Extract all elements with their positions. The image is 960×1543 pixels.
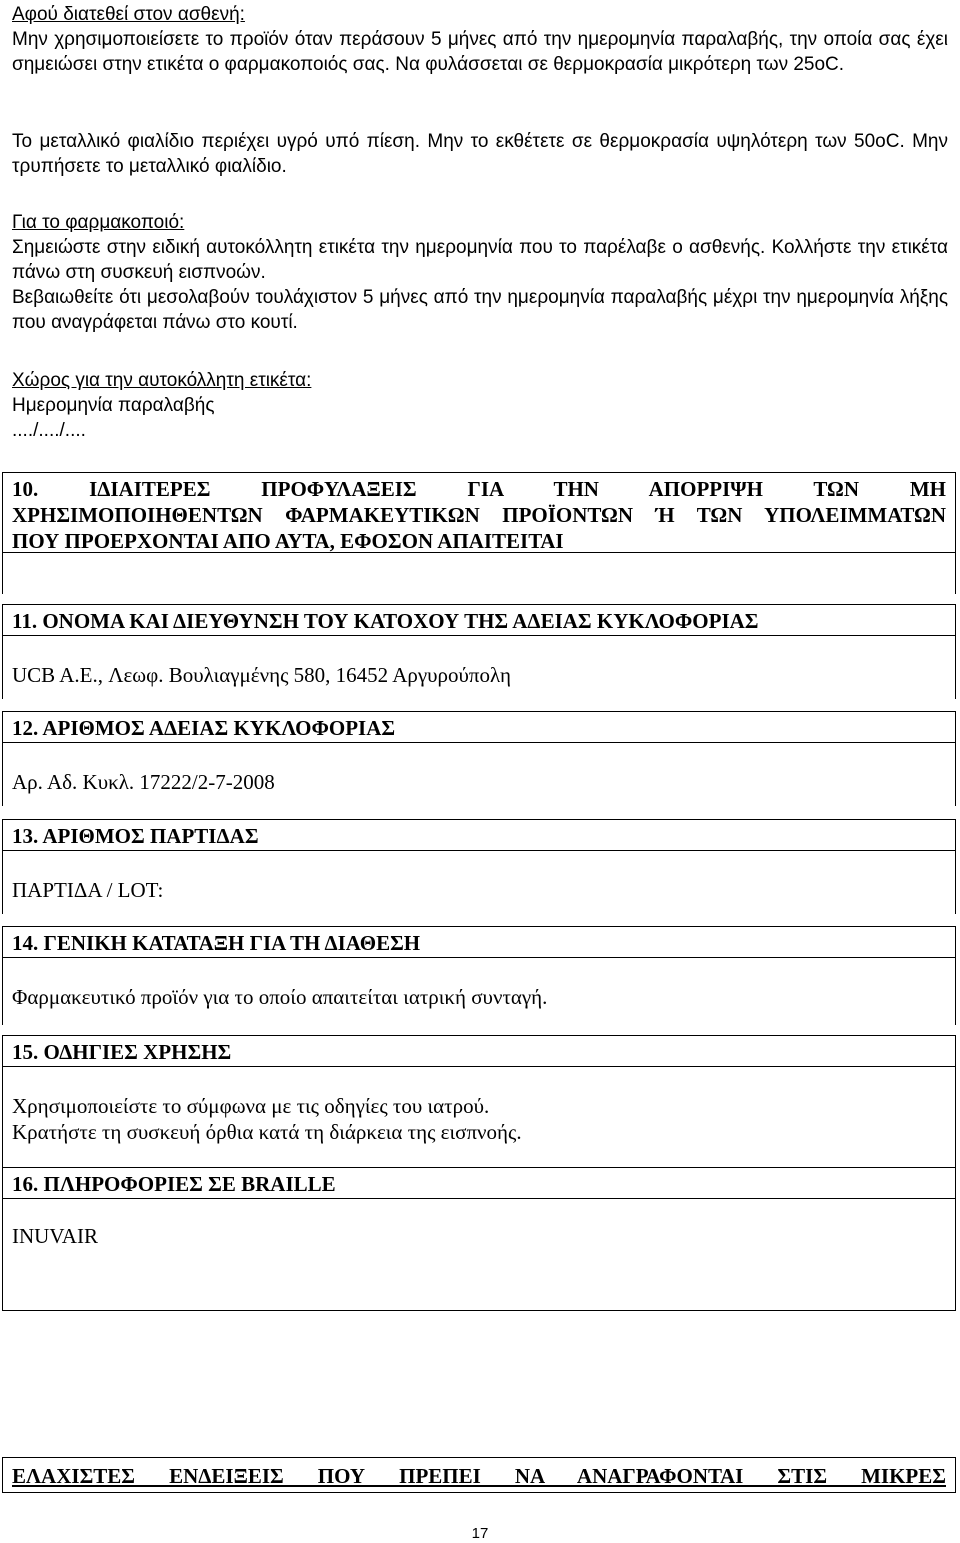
section-13-title: 13. ΑΡΙΘΜΟΣ ΠΑΡΤΙΔΑΣ [12,824,259,848]
section-14-content-area [2,957,956,1025]
section-11-box [2,604,956,636]
date-placeholder: ..../..../.... [12,420,86,441]
section-11-title: 11. ΟΝΟΜΑ ΚΑΙ ΔΙΕΥΘΥΝΣΗ ΤΟΥ ΚΑΤΟΧΟΥ ΤΗΣ ΑΔΕΙΑΣ ΚΥΚΛΟΦΟΡΙΑΣ [12,609,759,633]
label-space-heading: Χώρος για την αυτοκόλλητη ετικέτα: [12,370,312,391]
pharmacist-section [12,210,948,335]
section-12-title: 12. ΑΡΙΘΜΟΣ ΑΔΕΙΑΣ ΚΥΚΛΟΦΟΡΙΑΣ [12,716,396,740]
section-13-content-area [2,850,956,914]
prescription-classification: Φαρμακευτικό προϊόν για το οποίο απαιτείται ιατρική συνταγή. [12,985,548,1009]
expiry-check-paragraph: Βεβαιωθείτε ότι μεσολαβούν τουλάχιστον 5 μήνες από την ημερομηνία παραλαβής μέχρι την ημερομηνία λήξης που αναγράφεται πάνω στο κουτί. [12,287,948,333]
minimum-particulars-box [2,1457,956,1493]
section-13-box [2,819,956,851]
top-section [12,2,948,77]
pharmacist-heading: Για το φαρμακοποιό: [12,212,185,233]
marketing-authorisation-number: Αρ. Αδ. Κυκλ. 17222/2-7-2008 [12,770,275,794]
braille-text: INUVAIR [12,1224,98,1248]
section-15-box [2,1035,956,1067]
storage-paragraph: Μην χρησιμοποιείσετε το προϊόν όταν περάσουν 5 μήνες από την ημερομηνία παραλαβής, την οποία σας έχει σημειώσει στην ετικέτα ο φαρμακοποιός σας. Να φυλάσσεται σε θερμοκρασία μικρότερη των 25oC. [12,29,948,75]
section-10-content-area [2,552,956,594]
section-12-content-area [2,742,956,806]
date-received-label: Ημερομηνία παραλαβής [12,395,215,416]
label-instruction-paragraph: Σημειώστε στην ειδική αυτοκόλλητη ετικέτα την ημερομηνία που το παρέλαβε ο ασθενής. Κολλήστε την ετικέτα πάνω στη συσκευή εισπνοών. [12,237,948,283]
section-15-content-area [2,1066,956,1167]
section-14-title: 14. ΓΕΝΙΚΗ ΚΑΤΑΤΑΞΗ ΓΙΑ ΤΗ ΔΙΑΘΕΣΗ [12,931,421,955]
label-space-section [12,368,948,443]
minimum-particulars-heading: ΕΛΑΧΙΣΤΕΣ ΕΝΔΕΙΞΕΙΣ ΠΟΥ ΠΡΕΠΕΙ ΝΑ ΑΝΑΓΡΑΦΟΝΤΑΙ ΣΤΙΣ ΜΙΚΡΕΣ [12,1464,946,1488]
section-10-title-line2: ΧΡΗΣΙΜΟΠΟΙΗΘΕΝΤΩΝ ΦΑΡΜΑΚΕΥΤΙΚΩΝ ΠΡΟΪΟΝΤΩΝ Ή ΤΩΝ ΥΠΟΛΕΙΜΜΑΤΩΝ [12,503,946,527]
section-16-title: 16. ΠΛΗΡΟΦΟΡΙΕΣ ΣΕ BRAILLE [12,1172,336,1196]
usage-instruction-2: Κρατήστε τη συσκευή όρθια κατά τη διάρκεια της εισπνοής. [12,1120,522,1144]
page-number: 17 [471,1525,489,1542]
section-15-title: 15. ΟΔΗΓΙΕΣ ΧΡΗΣΗΣ [12,1040,232,1064]
section-11-content-area [2,635,956,699]
section-14-box [2,926,956,958]
section-16-content-area [2,1198,956,1311]
after-dispensing-heading: Αφού διατεθεί στον ασθενή: [12,4,245,25]
section-10-title-line1: 10. ΙΔΙΑΙΤΕΡΕΣ ΠΡΟΦΥΛΑΞΕΙΣ ΓΙΑ ΤΗΝ ΑΠΟΡΡΙΨΗ ΤΩΝ ΜΗ [12,477,946,501]
usage-instruction-1: Χρησιμοποιείστε το σύμφωνα με τις οδηγίες του ιατρού. [12,1094,490,1118]
section-12-box [2,711,956,743]
batch-number-label: ΠΑΡΤΙΔΑ / LOT: [12,878,164,902]
section-16-box [2,1167,956,1199]
marketing-holder-address: UCB A.E., Λεωφ. Βουλιαγμένης 580, 16452 Αργυρούπολη [12,663,512,687]
pressure-paragraph: Το μεταλλικό φιαλίδιο περιέχει υγρό υπό πίεση. Μην το εκθέτετε σε θερμοκρασία υψηλότερη των 50oC. Μην τρυπήσετε το μεταλλικό φιαλίδιο. [12,131,948,177]
section-10-title-line3: ΠΟΥ ΠΡΟΕΡΧΟΝΤΑΙ ΑΠΟ ΑΥΤΑ, ΕΦΟΣΟΝ ΑΠΑΙΤΕΙΤΑΙ [12,529,564,553]
section-10-box [2,472,956,553]
